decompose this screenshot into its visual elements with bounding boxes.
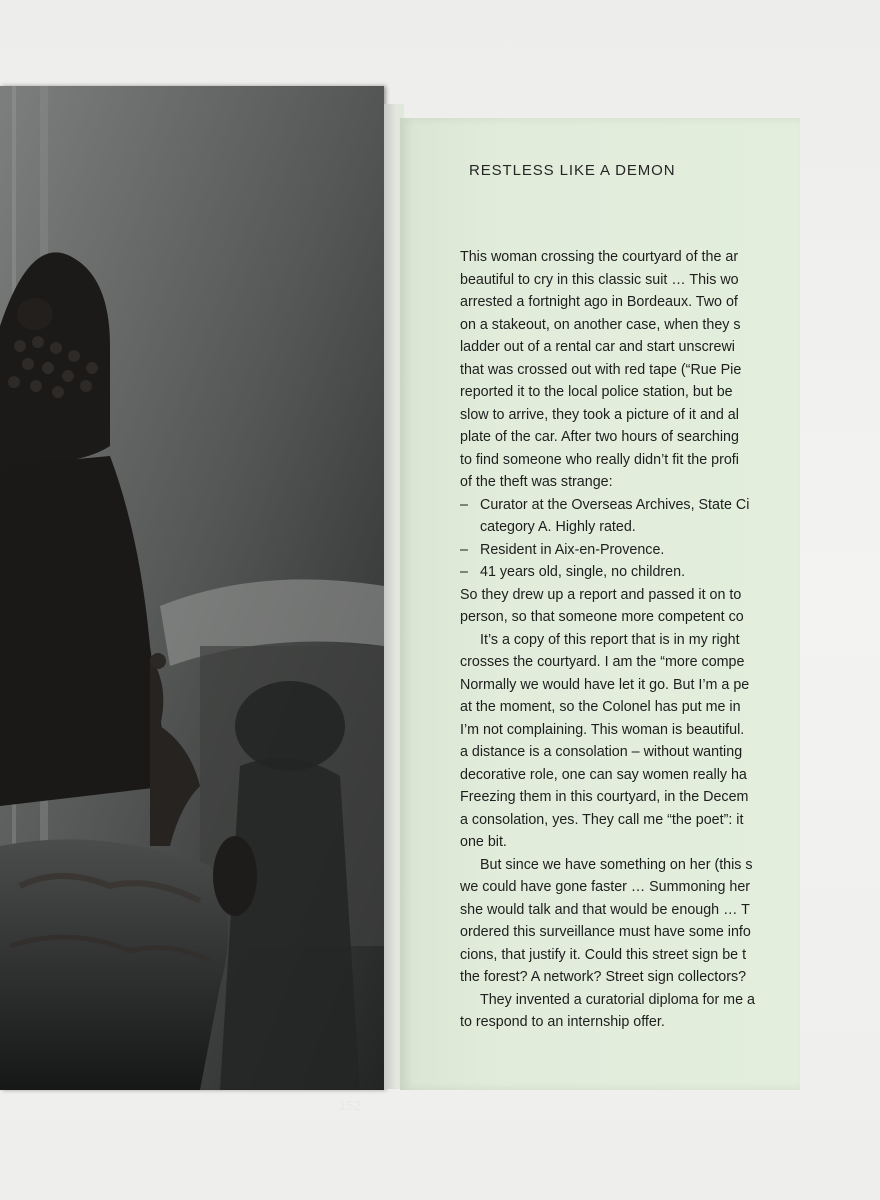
- text-line: [460, 516, 880, 539]
- text-line: [460, 404, 880, 427]
- line-text: category A. Highly rated.: [480, 519, 636, 535]
- line-text: to find someone who really didn’t fit the profi: [460, 451, 739, 468]
- page-number: 152: [338, 1098, 362, 1113]
- bullet-dash: –: [460, 564, 468, 580]
- text-line: [460, 291, 880, 314]
- text-line: [460, 314, 880, 337]
- text-page: [400, 118, 800, 1090]
- photo-page: [0, 86, 384, 1113]
- text-line: [460, 381, 880, 404]
- text-line: [460, 899, 880, 922]
- text-line: [460, 764, 880, 787]
- line-text: of the theft was strange:: [460, 474, 613, 490]
- line-text: Freezing them in this courtyard, in the Decem: [460, 789, 749, 805]
- text-line: [460, 786, 880, 809]
- line-text: arrested a fortnight ago in Bordeaux. Two of: [460, 294, 738, 310]
- line-text: They invented a curatorial diploma for me a: [480, 991, 755, 1008]
- line-text: that was crossed out with red tape (“Rue Pie: [460, 361, 742, 378]
- line-text: beautiful to cry in this classic suit … This wo: [460, 271, 739, 288]
- line-text: crosses the courtyard. I am the “more compe: [460, 654, 745, 670]
- text-line: [460, 584, 880, 607]
- text-line: [460, 471, 880, 494]
- line-text: we could have gone faster … Summoning her: [460, 879, 751, 895]
- text-line: [460, 854, 880, 877]
- text-line: [460, 426, 880, 449]
- bullet-line: [460, 539, 880, 562]
- text-line: [460, 741, 880, 764]
- line-text: she would talk and that would be enough … T: [460, 901, 750, 918]
- line-text: to respond to an internship offer.: [460, 1014, 665, 1030]
- text-line: [460, 674, 880, 697]
- text-line: [460, 359, 880, 382]
- line-text: at the moment, so the Colonel has put me in: [460, 699, 741, 715]
- line-text: the forest? A network? Street sign collectors?: [460, 969, 747, 985]
- text-line: [460, 876, 880, 899]
- line-text: So they drew up a report and passed it on to: [460, 586, 742, 603]
- bullet-dash: –: [460, 496, 468, 513]
- line-text: Normally we would have let it go. But I’m a pe: [460, 676, 750, 693]
- line-text: I’m not complaining. This woman is beautiful.: [460, 721, 745, 738]
- line-text: a consolation, yes. They call me “the poet”: it: [460, 811, 744, 828]
- text-line: [460, 809, 880, 832]
- line-text: reported it to the local police station, but be: [460, 384, 733, 400]
- bullet-dash: –: [460, 541, 468, 558]
- line-text: person, so that someone more competent co: [460, 609, 744, 625]
- text-line: [460, 696, 880, 719]
- line-text: 41 years old, single, no children.: [480, 564, 686, 580]
- line-text: ladder out of a rental car and start unscrewi: [460, 339, 735, 355]
- text-line: [460, 1011, 880, 1034]
- text-line: [460, 606, 880, 629]
- line-text: cions, that justify it. Could this street sign be t: [460, 946, 747, 963]
- text-line: [460, 966, 880, 989]
- line-text: Curator at the Overseas Archives, State Ci: [480, 496, 750, 513]
- text-line: [460, 336, 880, 359]
- line-text: one bit.: [460, 834, 507, 850]
- bullet-line: [460, 561, 880, 584]
- text-line: [460, 651, 880, 674]
- text-line: [460, 246, 880, 269]
- text-line: [460, 944, 880, 967]
- text-line: [460, 921, 880, 944]
- statue-photograph: [0, 86, 384, 1090]
- line-text: on a stakeout, on another case, when they s: [460, 316, 741, 333]
- text-line: [460, 629, 880, 652]
- line-text: a distance is a consolation – without wanting: [460, 744, 743, 760]
- text-line: [460, 989, 880, 1012]
- text-line: [460, 269, 880, 292]
- body-text: [460, 246, 880, 1034]
- text-line: [460, 719, 880, 742]
- line-text: This woman crossing the courtyard of the ar: [460, 249, 739, 265]
- line-text: plate of the car. After two hours of searching: [460, 429, 739, 445]
- line-text: But since we have something on her (this s: [480, 856, 753, 873]
- line-text: ordered this surveillance must have some info: [460, 924, 751, 940]
- bullet-line: [460, 494, 880, 517]
- text-line: [460, 449, 880, 472]
- chapter-title: RESTLESS LIKE A DEMON: [469, 162, 676, 179]
- line-text: decorative role, one can say women really ha: [460, 766, 747, 783]
- text-line: [460, 831, 880, 854]
- line-text: Resident in Aix-en-Provence.: [480, 541, 665, 558]
- line-text: It’s a copy of this report that is in my right: [480, 631, 740, 648]
- line-text: slow to arrive, they took a picture of it and al: [460, 406, 739, 423]
